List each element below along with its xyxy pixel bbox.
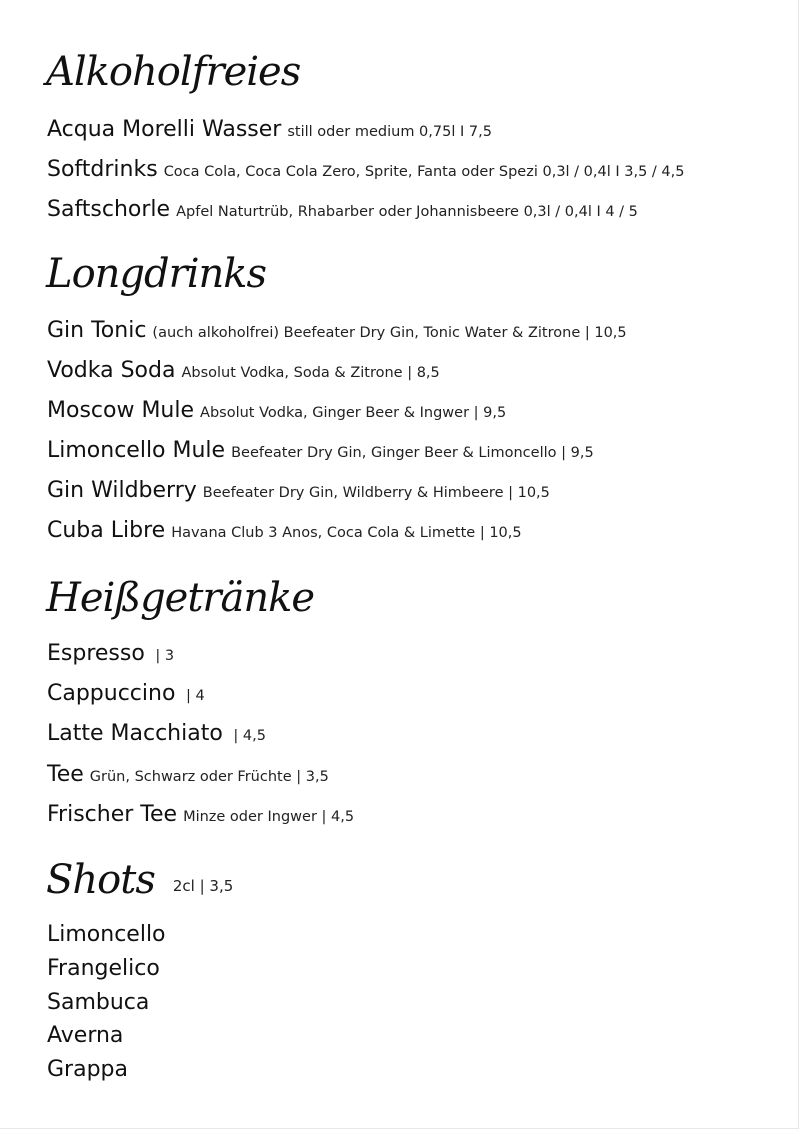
item-description: | 4 <box>181 688 205 704</box>
menu-item <box>47 440 594 462</box>
shot-item: Sambuca <box>47 990 150 1015</box>
item-name: Espresso <box>47 641 145 666</box>
item-name: Gin Tonic <box>47 318 147 343</box>
shot-item: Grappa <box>47 1057 128 1082</box>
item-name: Limoncello Mule <box>47 438 226 463</box>
item-description: | 3 <box>150 648 175 664</box>
item-description: Absolut Vodka, Ginger Beer & Ingwer | 9,5 <box>200 405 507 421</box>
menu-item <box>47 199 638 221</box>
item-description: (auch alkoholfrei) Beefeater Dry Gin, Tonic Water & Zitrone | 10,5 <box>152 325 627 341</box>
menu-item <box>47 360 440 382</box>
item-name: Cuba Libre <box>47 518 166 543</box>
menu-item <box>47 643 174 665</box>
shots-price-note: 2cl | 3,5 <box>172 877 234 895</box>
shot-item: Limoncello <box>47 922 166 947</box>
item-description: Coca Cola, Coca Cola Zero, Sprite, Fanta oder Spezi 0,3l / 0,4l I 3,5 / 4,5 <box>163 164 685 180</box>
menu-item <box>47 159 684 181</box>
menu-item <box>47 764 329 786</box>
item-description: | 4,5 <box>228 728 266 744</box>
item-name: Moscow Mule <box>47 398 195 423</box>
menu-item <box>47 400 506 422</box>
item-name: Tee <box>47 762 84 787</box>
item-name: Saftschorle <box>47 197 171 222</box>
section-title-heissgetraenke: Heißgetränke <box>46 575 315 621</box>
item-name: Vodka Soda <box>47 358 176 383</box>
section-title-longdrinks: Longdrinks <box>46 251 267 297</box>
item-description: Apfel Naturtrüb, Rhabarber oder Johannisbeere 0,3l / 0,4l I 4 / 5 <box>176 204 638 220</box>
item-name: Softdrinks <box>47 157 158 182</box>
item-description: Absolut Vodka, Soda & Zitrone | 8,5 <box>181 365 440 381</box>
shots-title: Shots <box>46 857 155 903</box>
shot-item: Frangelico <box>47 956 160 981</box>
menu-item <box>47 520 522 542</box>
item-name: Acqua Morelli Wasser <box>47 117 282 142</box>
item-name: Gin Wildberry <box>47 478 197 503</box>
item-name: Frischer Tee <box>47 802 178 827</box>
item-description: still oder medium 0,75l I 7,5 <box>287 124 492 140</box>
menu-item <box>47 119 492 141</box>
menu-item <box>47 480 550 502</box>
item-name: Latte Macchiato <box>47 721 223 746</box>
item-description: Havana Club 3 Anos, Coca Cola & Limette | 10,5 <box>171 525 522 541</box>
item-name: Cappuccino <box>47 681 176 706</box>
menu-item <box>47 723 266 745</box>
item-description: Beefeater Dry Gin, Wildberry & Himbeere | 10,5 <box>202 485 550 501</box>
shot-item: Averna <box>47 1023 124 1048</box>
section-title-shots <box>46 857 234 903</box>
menu-item <box>47 320 627 342</box>
item-description: Beefeater Dry Gin, Ginger Beer & Limoncello | 9,5 <box>231 445 594 461</box>
menu-item <box>47 683 205 705</box>
menu-item <box>47 804 354 826</box>
item-description: Minze oder Ingwer | 4,5 <box>183 809 355 825</box>
section-title-alkoholfreies: Alkoholfreies <box>46 49 301 95</box>
item-description: Grün, Schwarz oder Früchte | 3,5 <box>89 769 329 785</box>
